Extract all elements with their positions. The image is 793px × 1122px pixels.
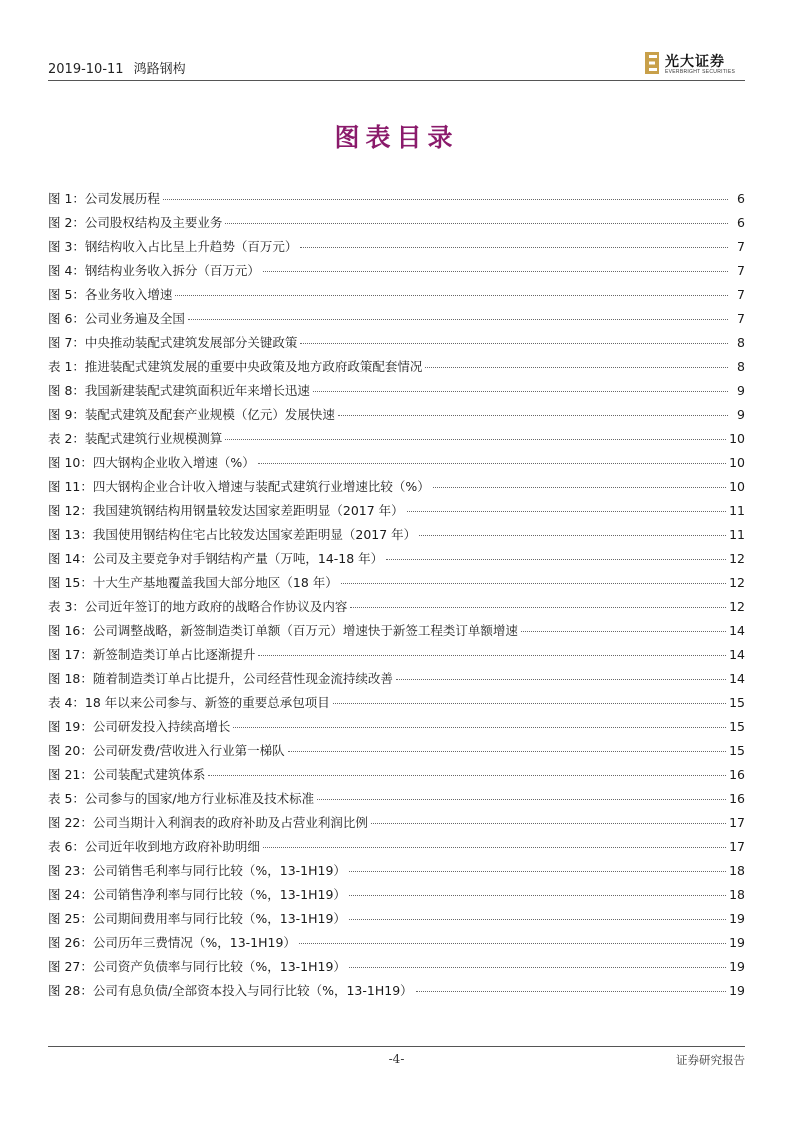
toc-entry-label: 图 4：钢结构业务收入拆分（百万元） — [48, 263, 260, 278]
toc-dot-leader — [333, 703, 726, 704]
toc-entry-page: 19 — [729, 935, 745, 950]
footer-divider — [48, 1046, 745, 1047]
toc-entry[interactable] — [48, 405, 745, 429]
toc-entry-label: 表 4：18 年以来公司参与、新签的重要总承包项目 — [48, 695, 330, 710]
toc-entry-page: 14 — [729, 671, 745, 686]
toc-dot-leader — [419, 535, 726, 536]
logo-text-cn: 光大证券 — [665, 54, 725, 70]
toc-entry-label: 表 5：公司参与的国家/地方行业标准及技术标准 — [48, 791, 315, 806]
toc-entry[interactable] — [48, 453, 745, 477]
toc-entry[interactable] — [48, 789, 745, 813]
toc-entry[interactable] — [48, 885, 745, 909]
toc-entry-page: 11 — [729, 503, 745, 518]
toc-dot-leader — [225, 223, 728, 224]
toc-entry[interactable] — [48, 909, 745, 933]
toc-dot-leader — [521, 631, 726, 632]
toc-entry-page: 12 — [729, 575, 745, 590]
toc-entry-label: 图 14：公司及主要竞争对手钢结构产量（万吨，14-18 年） — [48, 551, 384, 566]
toc-entry-page: 18 — [729, 887, 745, 902]
toc-entry[interactable] — [48, 213, 745, 237]
toc-entry-label: 图 25：公司期间费用率与同行比较（%，13-1H19） — [48, 911, 346, 926]
toc-entry-page: 6 — [737, 215, 745, 230]
toc-entry-page: 18 — [729, 863, 745, 878]
page-number: -4- — [388, 1052, 405, 1066]
toc-entry-page: 12 — [729, 599, 745, 614]
toc-entry-label: 图 24：公司销售净利率与同行比较（%，13-1H19） — [48, 887, 346, 902]
toc-entry-label: 图 10：四大钢构企业收入增速（%） — [48, 455, 255, 470]
toc-entry[interactable] — [48, 597, 745, 621]
toc-dot-leader — [225, 439, 726, 440]
toc-entry[interactable] — [48, 357, 745, 381]
toc-dot-leader — [188, 319, 728, 320]
toc-entry-page: 9 — [737, 383, 745, 398]
toc-entry-page: 7 — [737, 311, 745, 326]
toc-dot-leader — [317, 799, 726, 800]
toc-entry[interactable] — [48, 981, 745, 1005]
toc-entry-page: 7 — [737, 287, 745, 302]
toc-entry-page: 8 — [737, 359, 745, 374]
toc-dot-leader — [313, 391, 728, 392]
toc-entry[interactable] — [48, 957, 745, 981]
toc-entry-label: 图 21：公司装配式建筑体系 — [48, 767, 206, 782]
toc-dot-leader — [233, 727, 726, 728]
toc-entry[interactable] — [48, 669, 745, 693]
toc-entry-page: 14 — [729, 623, 745, 638]
toc-entry-page: 12 — [729, 551, 745, 566]
toc-entry-label: 表 3：公司近年签订的地方政府的战略合作协议及内容 — [48, 599, 348, 614]
everbright-logo-icon — [645, 52, 659, 74]
toc-entry-label: 图 22：公司当期计入利润表的政府补助及占营业利润比例 — [48, 815, 368, 830]
toc-entry-page: 8 — [737, 335, 745, 350]
toc-entry-label: 图 8：我国新建装配式建筑面积近年来增长迅速 — [48, 383, 310, 398]
toc-dot-leader — [433, 487, 726, 488]
toc-entry-label: 图 1：公司发展历程 — [48, 191, 160, 206]
toc-entry-label: 图 12：我国建筑钢结构用钢量较发达国家差距明显（2017 年） — [48, 503, 404, 518]
toc-entry[interactable] — [48, 189, 745, 213]
toc-entry[interactable] — [48, 285, 745, 309]
toc-dot-leader — [338, 415, 728, 416]
toc-entry-page: 14 — [729, 647, 745, 662]
toc-entry-label: 图 23：公司销售毛利率与同行比较（%，13-1H19） — [48, 863, 346, 878]
toc-entry[interactable] — [48, 837, 745, 861]
report-date: 2019-10-11 — [48, 62, 124, 77]
toc-entry-label: 表 6：公司近年收到地方政府补助明细 — [48, 839, 260, 854]
toc-entry-label: 图 19：公司研发投入持续高增长 — [48, 719, 231, 734]
toc-entry[interactable] — [48, 765, 745, 789]
toc-entry-label: 图 13：我国使用钢结构住宅占比较发达国家差距明显（2017 年） — [48, 527, 417, 542]
toc-dot-leader — [425, 367, 728, 368]
toc-entry-label: 图 20：公司研发费/营收进入行业第一梯队 — [48, 743, 285, 758]
toc-entry-page: 6 — [737, 191, 745, 206]
toc-entry[interactable] — [48, 645, 745, 669]
toc-entry[interactable] — [48, 501, 745, 525]
toc-entry[interactable] — [48, 237, 745, 261]
toc-entry-page: 15 — [729, 743, 745, 758]
toc-entry-page: 16 — [729, 791, 745, 806]
toc-entry-label: 图 18：随着制造类订单占比提升，公司经营性现金流持续改善 — [48, 671, 393, 686]
page-header — [48, 50, 745, 80]
toc-entry[interactable] — [48, 333, 745, 357]
toc-entry[interactable] — [48, 813, 745, 837]
toc-entry-label: 图 27：公司资产负债率与同行比较（%，13-1H19） — [48, 959, 346, 974]
toc-entry-page: 11 — [729, 527, 745, 542]
toc-entry[interactable] — [48, 381, 745, 405]
toc-entry-page: 17 — [729, 839, 745, 854]
toc-entry[interactable] — [48, 741, 745, 765]
toc-dot-leader — [288, 751, 727, 752]
toc-entry[interactable] — [48, 309, 745, 333]
toc-dot-leader — [349, 919, 726, 920]
toc-dot-leader — [396, 679, 726, 680]
toc-dot-leader — [258, 655, 726, 656]
toc-entry[interactable] — [48, 261, 745, 285]
toc-entry-label: 图 5：各业务收入增速 — [48, 287, 173, 302]
toc-entry-label: 图 11：四大钢构企业合计收入增速与装配式建筑行业增速比较（%） — [48, 479, 430, 494]
toc-dot-leader — [341, 583, 726, 584]
toc-entry-page: 19 — [729, 983, 745, 998]
header-divider — [48, 80, 745, 81]
toc-entry[interactable] — [48, 717, 745, 741]
logo-text-en: EVERBRIGHT SECURITIES — [665, 69, 736, 75]
toc-entry-page: 10 — [729, 479, 745, 494]
toc-entry-page: 9 — [737, 407, 745, 422]
company-name: 鸿路钢构 — [133, 62, 186, 77]
toc-dot-leader — [371, 823, 726, 824]
toc-dot-leader — [349, 895, 726, 896]
toc-dot-leader — [263, 847, 726, 848]
toc-entry-label: 图 26：公司历年三费情况（%，13-1H19） — [48, 935, 296, 950]
toc-dot-leader — [175, 295, 728, 296]
toc-entry[interactable] — [48, 549, 745, 573]
toc-entry-label: 图 28：公司有息负债/全部资本投入与同行比较（%，13-1H19） — [48, 983, 413, 998]
toc-entry-page: 15 — [729, 695, 745, 710]
page-title: 图表目录 — [334, 123, 459, 152]
toc-entry-label: 图 6：公司业务遍及全国 — [48, 311, 185, 326]
toc-entry[interactable] — [48, 621, 745, 645]
toc-entry-label: 图 15：十大生产基地覆盖我国大部分地区（18 年） — [48, 575, 338, 590]
toc-entry-page: 10 — [729, 455, 745, 470]
toc-entry-label: 图 7：中央推动装配式建筑发展部分关键政策 — [48, 335, 298, 350]
toc-entry[interactable] — [48, 693, 745, 717]
toc-entry[interactable] — [48, 429, 745, 453]
toc-dot-leader — [163, 199, 728, 200]
toc-entry-page: 16 — [729, 767, 745, 782]
toc-dot-leader — [350, 607, 726, 608]
toc-dot-leader — [208, 775, 726, 776]
toc-entry-page: 15 — [729, 719, 745, 734]
toc-dot-leader — [407, 511, 726, 512]
toc-entry-label: 图 2：公司股权结构及主要业务 — [48, 215, 223, 230]
figure-table-of-contents — [48, 189, 745, 1005]
toc-entry-page: 19 — [729, 959, 745, 974]
toc-entry-page: 7 — [737, 239, 745, 254]
toc-entry-label: 图 16：公司调整战略，新签制造类订单额（百万元）增速快于新签工程类订单额增速 — [48, 623, 518, 638]
toc-dot-leader — [299, 943, 726, 944]
toc-entry-label: 表 2：装配式建筑行业规模测算 — [48, 431, 223, 446]
toc-entry-page: 10 — [729, 431, 745, 446]
toc-entry[interactable] — [48, 525, 745, 549]
toc-dot-leader — [386, 559, 726, 560]
everbright-logo — [645, 50, 745, 78]
toc-dot-leader — [349, 967, 726, 968]
toc-entry[interactable] — [48, 477, 745, 501]
toc-dot-leader — [300, 247, 728, 248]
toc-entry-page: 19 — [729, 911, 745, 926]
toc-entry-page: 7 — [737, 263, 745, 278]
toc-entry[interactable] — [48, 573, 745, 597]
toc-entry[interactable] — [48, 861, 745, 885]
toc-entry-label: 图 17：新签制造类订单占比逐渐提升 — [48, 647, 256, 662]
toc-entry-label: 表 1：推进装配式建筑发展的重要中央政策及地方政府政策配套情况 — [48, 359, 423, 374]
toc-dot-leader — [258, 463, 726, 464]
toc-dot-leader — [263, 271, 728, 272]
toc-dot-leader — [300, 343, 728, 344]
toc-dot-leader — [349, 871, 726, 872]
toc-entry-page: 17 — [729, 815, 745, 830]
header-info — [48, 58, 186, 77]
toc-entry[interactable] — [48, 933, 745, 957]
report-type: 证券研究报告 — [676, 1053, 745, 1067]
toc-dot-leader — [416, 991, 726, 992]
toc-entry-label: 图 3：钢结构收入占比呈上升趋势（百万元） — [48, 239, 298, 254]
toc-entry-label: 图 9：装配式建筑及配套产业规模（亿元）发展快速 — [48, 407, 335, 422]
